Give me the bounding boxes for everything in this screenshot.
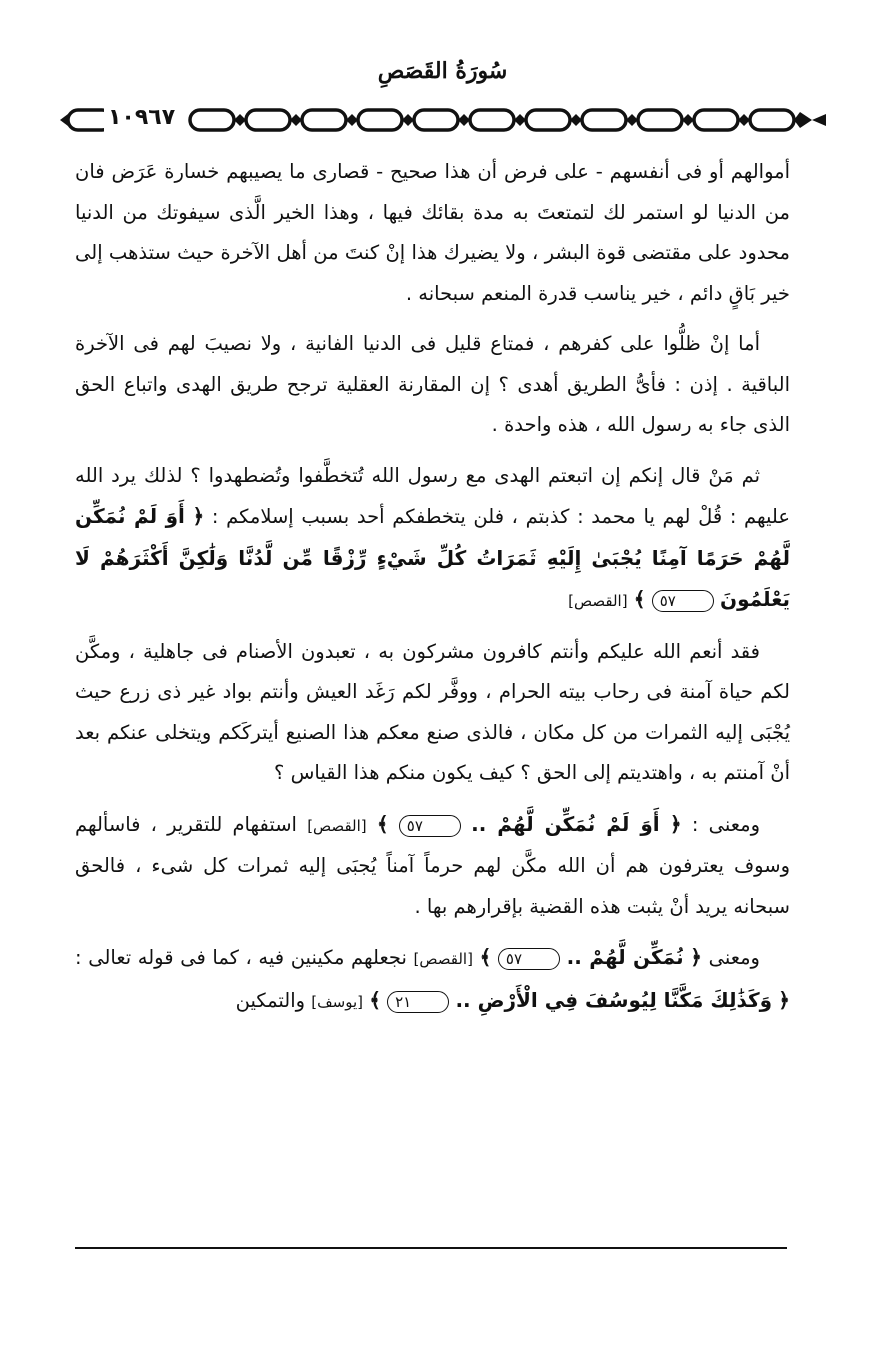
paragraph-6-lead: ومعنى — [708, 946, 760, 969]
verse-close-bracket: ﴾ — [633, 587, 646, 611]
quran-verse: وَكَذَٰلِكَ مَكَّنَّا لِيُوسُفَ فِي الْأَرْضِ .. — [455, 987, 773, 1012]
surah-title: سُورَةُ القَصَصِ — [377, 58, 508, 84]
ayah-number-badge: ٥٧ — [498, 948, 560, 970]
surah-reference: [القصص] — [307, 816, 367, 835]
paragraph-5-text: استفهام للتقرير ، فاسألهم وسوف يعترفون هم أن الله مكَّن لهم حرماً آمناً يُجبَى إليه ثمرات كل شىء ، فالحق سبحانه يريد أنْ يثبت هذه القضية بإقرارهم بها . — [75, 812, 790, 918]
quran-verse: أَوَ لَمْ نُمَكِّن لَّهُمْ .. — [471, 811, 660, 836]
ayah-number-badge: ٢١ — [387, 991, 449, 1013]
verse-close-bracket: ﴾ — [479, 945, 492, 969]
paragraph-5 — [75, 804, 790, 928]
paragraph-6 — [75, 937, 790, 1022]
verse-open-bracket: ﴿ — [192, 504, 205, 528]
verse-open-bracket: ﴿ — [778, 987, 790, 1012]
paragraph-4: فقد أنعم الله عليكم وأنتم كافرون مشركون به ، تعبدون الأصنام فى جاهلية ، ومكَّن لكم حياة آمنة فى رحاب بيته الحرام ، ووفَّر لكم رَغَد العيش وأنتم بواد غير ذى زرع حيث يُجْبَى إليه الثمرات من كل مكان ، فالذى صنع معكم هذا الصنيع أيتركَكم ويتخلى عنكم بعد أنْ آمنتم به ، واهتديتم إلى الحق ؟ كيف يكون منكم هذا القياس ؟ — [75, 639, 790, 784]
verse-open-bracket: ﴿ — [690, 945, 702, 969]
paragraph-6-tail: والتمكين — [235, 988, 306, 1012]
quran-verse: نُمَكِّن لَّهُمْ .. — [566, 945, 684, 969]
paragraph-3-text: ثم مَنْ قال إنكم إن اتبعتم الهدى مع رسول الله تُتخطَّفوا وتُضطهدوا ؟ لذلك يرد الله عليهم : قُلْ لهم يا محمد : كذبتم ، فلن يتخطفكم أحد بسبب إسلامكم : — [75, 463, 790, 528]
paragraph-3 — [75, 456, 790, 622]
paragraph-2: أما إنْ ظلُّوا على كفرهم ، فمتاع قليل فى الدنيا الفانية ، ولا نصيبَ لهم فى الآخرة الباقية . إذن : فأىُّ الطريق أهدى ؟ إن المقارنة العقلية ترجح طريق الهدى واتباع الحق الذى جاء به رسول الله ، هذه واحدة . — [75, 332, 790, 436]
ayah-number-badge: ٥٧ — [652, 590, 714, 612]
surah-reference: [القصص] — [413, 950, 473, 968]
page-body — [75, 152, 790, 1032]
verse-close-bracket: ﴾ — [376, 811, 389, 836]
verse-close-bracket: ﴾ — [369, 987, 381, 1012]
paragraph-5-lead: ومعنى : — [691, 812, 760, 836]
quran-verse: أَوَ لَمْ نُمَكِّن لَّهُمْ حَرَمًا آمِنًا يُجْبَىٰ إِلَيْهِ ثَمَرَاتُ كُلِّ شَيْءٍ رِّزْقًا مِّن لَّدُنَّا وَلَٰكِنَّ أَكْثَرَهُمْ لَا يَعْلَمُونَ — [75, 504, 790, 611]
paragraph-6-mid: نجعلهم مكينين فيه ، كما فى قوله تعالى : — [75, 946, 407, 969]
ayah-number-badge: ٥٧ — [399, 815, 461, 837]
surah-reference: [يوسف] — [311, 992, 363, 1011]
paragraph-1: أموالهم أو فى أنفسهم - على فرض أن هذا صحيح - قصارى ما يصيبهم خسارة عَرَض فان من الدنيا لو استمر لك لتمتعتَ به مدة بقائك فيها ، وهذا الخير الَّذى سيفوتك من الدنيا محدود على مقتضى قوة البشر ، ولا يضيرك هذا إنْ كنتَ من أهل الآخرة حيث ستذهب إلى خير بَاقٍ دائم ، خير يناسب قدرة المنعم سبحانه . — [75, 160, 790, 305]
page-number: ١٠٩٦٧ — [104, 104, 179, 132]
surah-reference: [القصص] — [568, 592, 628, 610]
bottom-rule — [75, 1247, 787, 1249]
verse-open-bracket: ﴿ — [669, 811, 682, 836]
